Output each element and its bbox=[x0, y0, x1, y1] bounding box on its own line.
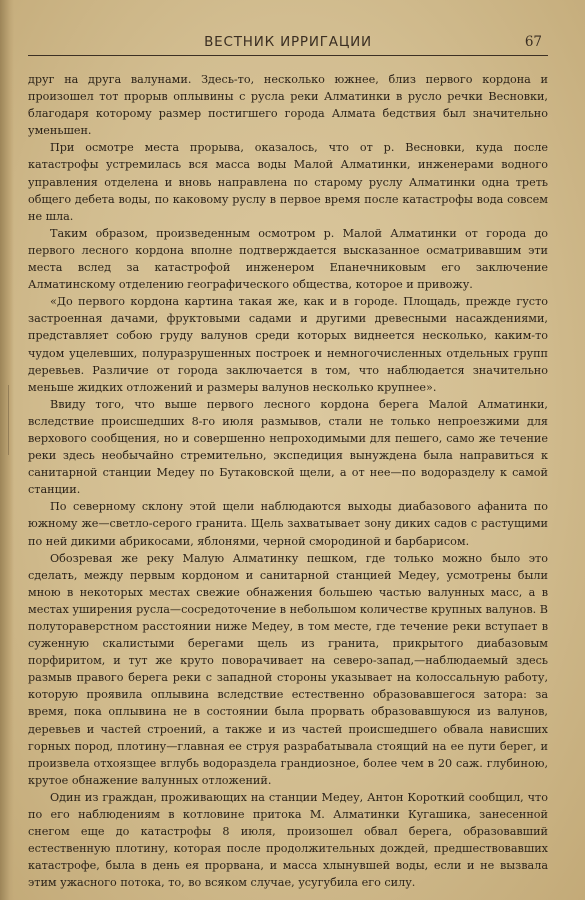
paragraph-5: Ввиду того, что выше первого лесного кордона берега Малой Алматинки, вследствие происшедших 8-го июля размывов, стали не только непроезжими для верхового сообщения, но и совершенно непроходимыми для пешего, само же течение реки здесь необычайно стремительно, экспедиция вынуждена была направиться к санитарной станции Медеу по Бутаковской щели, а от нее—по водоразделу к самой станции. bbox=[28, 397, 548, 497]
page-number: 67 bbox=[524, 34, 542, 50]
header-rule bbox=[28, 55, 548, 56]
paragraph-4: «До первого кордона картина такая же, как и в городе. Площадь, прежде густо застроенная дачами, фруктовыми садами и другими древесными насаждениями, представляет собою груду валунов среди которых виднеется несколько, каким-то чудом уцелевших, полуразрушенных построек и немногочисленных отдельных групп деревьев. Различие от города заключается в том, что наблюдается значительно меньше жидких отложений и размеры валунов несколько крупнее». bbox=[28, 295, 548, 394]
paragraph-1: друг на друга валунами. Здесь-то, несколько южнее, близ первого кордона и произошел тот прорыв оплывины с русла реки Алматинки в русло речки Весновки, благодаря которому размер постигшего города Алмата бедствия был значительно уменьшен. bbox=[28, 73, 548, 138]
paragraph-8: Один из граждан, проживающих на станции Медеу, Антон Короткий сообщил, что по его наблюдениям в котловине притока М. Алматинки Кугашика, занесенной снегом еще до катастрофы 8 июля, произошел обвал берега, образовавший естественную плотину, которая после продолжительных дождей, предшествовавших катастрофе, была в день ея прорвана, и масса хлынувшей воды, если и не вызвала этим ужасного потока, то, во всяком случае, усугубила его силу. bbox=[28, 790, 548, 890]
paragraph-6: По северному склону этой щели наблюдаются выходы диабазового афанита по южному же—светло-серого гранита. Щель захватывает зону диких садов с растущими по ней дикими абрикосами, яблонями, черной смородиной и барбарисом. bbox=[28, 500, 548, 548]
running-title: ВЕСТНИК ИРРИГАЦИИ bbox=[204, 34, 372, 50]
paragraph-3: Таким образом, произведенным осмотром р. Малой Алматинки от города до первого лесного кордона вполне подтверждается высказанное осматривавшим эти места вслед за катастрофой инженером Епанечниковым его заключение Алматинскому отделению географического общества, которое и привожу. bbox=[28, 226, 548, 292]
article-body bbox=[28, 71, 548, 892]
margin-pencil-mark bbox=[8, 385, 12, 455]
paragraph-7: Обозревая же реку Малую Алматинку пешком, где только можно было это сделать, между первым кордоном и санитарной станцией Медеу, усмотрены были мною в некоторых местах свежие обнажения большею частью валунных масс, а в местах уширения русла—сосредоточение в небольшом количестве крупных валунов. В полутораверстном расстоянии ниже Медеу, в том месте, где течение реки вступает в суженную скалистыми берегами щель из гранита, прикрытого диабазовым порфиритом, и тут же круто поворачивает на северо-запад,—наблюдаемый здесь размыв правого берега реки с западной стороны указывает на колоссальную работу, которую проявила оплывина вследствие естественно образовавшегося затора: за время, пока оплывина не в состоянии была прорвать образовавшуюся из валунов, деревьев и частей строений, а также и из частей происшедшего обвала нависших горных пород, плотину—главная ее струя разрабатывала стоящий на ее пути берег, и произвела отхоязщее вглубь водораздела грандиозное, более чем в 20 саж. глубиною, крутое обнажение валунных отложений. bbox=[28, 551, 548, 787]
paragraph-2: При осмотре места прорыва, оказалось, что от р. Весновки, куда после катастрофы устремилась вся масса воды Малой Алматинки, инженерами водного управления отделена и вновь направлена по старому руслу Алматинки одна треть общего дебета воды, по каковому руслу в первое время после катастрофы вода совсем не шла. bbox=[28, 141, 548, 223]
page-header bbox=[28, 34, 548, 56]
